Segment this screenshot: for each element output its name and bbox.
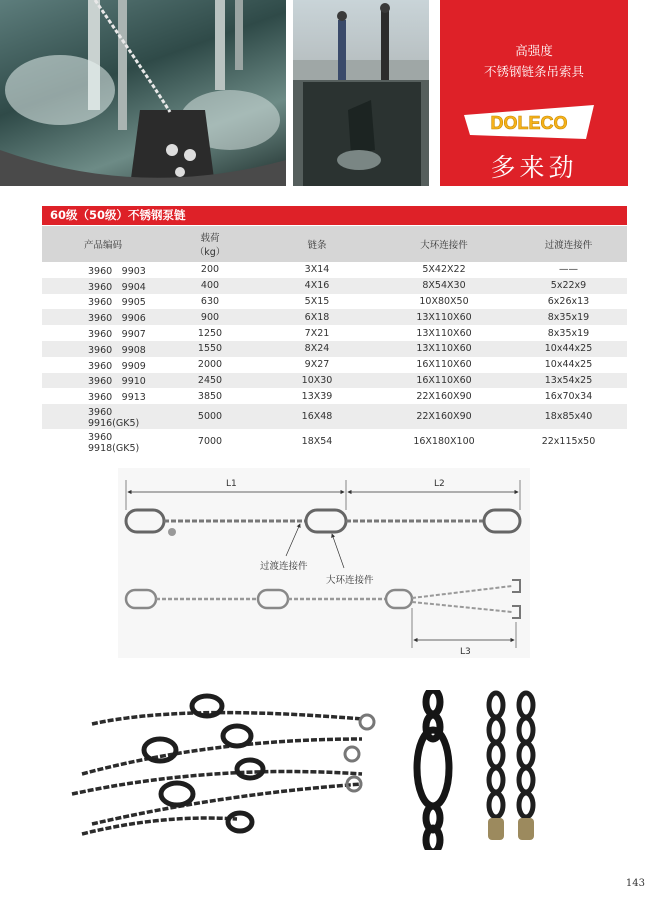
- cell-transition: 10x44x25: [544, 359, 593, 371]
- big-ring-label: 大环连接件: [326, 575, 374, 586]
- cell-code: 3960 9903: [88, 265, 146, 277]
- shackle-1: [512, 580, 520, 592]
- cell-load: 400: [164, 278, 256, 294]
- cell-transition: 10x44x25: [510, 341, 627, 357]
- pump-well-illustration: [293, 0, 429, 186]
- cell-chain: 6X18: [256, 309, 378, 325]
- lower-middle-link: [258, 590, 288, 608]
- brand-tagline-1: 高强度: [515, 43, 553, 58]
- cell-code: 3960 9904: [42, 278, 164, 294]
- table-title: 60级（50级）不锈钢泵链: [42, 206, 627, 225]
- cell-load: 200: [200, 264, 220, 276]
- chain-slings-photo: [62, 684, 382, 844]
- cell-big-ring: 22X160X90: [378, 404, 510, 429]
- pump-chain-spec-table: [42, 226, 627, 454]
- cell-big-ring: 10X80X50: [419, 295, 469, 307]
- col-header-chain: 链条: [256, 226, 378, 262]
- table-row: [42, 357, 627, 373]
- master-link-closeup-photo: [408, 690, 558, 850]
- pump-in-water-illustration: [0, 0, 286, 186]
- lower-ring-link: [386, 590, 412, 608]
- chain-assembly-diagram: [118, 468, 530, 658]
- cell-load: 5000: [164, 404, 256, 429]
- cell-load: 900: [164, 309, 256, 325]
- cell-chain: 13X39: [301, 390, 333, 402]
- transition-label: 过渡连接件: [260, 561, 308, 572]
- cell-transition: 5x22x9: [510, 278, 627, 294]
- cell-load: 1550: [164, 341, 256, 357]
- lower-master-link: [126, 590, 156, 608]
- brand-name-cn: 多来劲: [490, 153, 578, 182]
- cell-transition: 6x26x13: [547, 295, 590, 307]
- dim-l2: L2: [434, 479, 445, 489]
- cell-big-ring: 13X110X60: [378, 309, 510, 325]
- dim-l1: L1: [226, 479, 237, 489]
- table-row: [42, 262, 627, 278]
- cell-chain: 8X24: [256, 341, 378, 357]
- cell-code: 3960 9910: [42, 373, 164, 389]
- cell-code: 3960 9908: [42, 341, 164, 357]
- master-link-right: [484, 510, 520, 532]
- master-link-left: [126, 510, 164, 532]
- cell-chain: 9X27: [304, 359, 330, 371]
- table-header-row: [42, 226, 627, 262]
- cell-big-ring: 16X110X60: [416, 359, 472, 371]
- col-header-big-ring: 大环连接件: [378, 226, 510, 262]
- cell-code: 3960 9916(GK5): [42, 404, 164, 429]
- chain-diagram-svg: [118, 468, 530, 658]
- cell-chain: 4X16: [256, 278, 378, 294]
- cell-code: 3960 9907: [88, 329, 146, 341]
- cell-load: 7000: [197, 436, 223, 448]
- tag: [168, 528, 176, 536]
- cell-chain: 18X54: [301, 436, 333, 448]
- col-header-load-label: 载荷: [200, 233, 220, 244]
- cell-big-ring: 13X110X60: [416, 327, 472, 339]
- cell-transition: 16x70x34: [544, 390, 593, 402]
- cell-code: 3960 9913: [88, 392, 146, 404]
- table-row: [42, 404, 627, 429]
- brand-panel: [440, 0, 628, 186]
- cell-load: 2000: [197, 359, 223, 371]
- cell-big-ring: 16X110X60: [378, 373, 510, 389]
- brand-tagline-2: 不锈钢链条吊索具: [483, 64, 584, 79]
- cell-big-ring: 5X42X22: [422, 264, 466, 276]
- table-row: [42, 309, 627, 325]
- cell-transition: 13x54x25: [510, 373, 627, 389]
- cell-chain: 5X15: [304, 295, 330, 307]
- cell-big-ring: 8X54X30: [378, 278, 510, 294]
- table-row: [42, 278, 627, 294]
- cell-transition: 8x35x19: [510, 309, 627, 325]
- table-row: [42, 294, 627, 310]
- col-header-load: [164, 226, 256, 262]
- col-header-load-unit: （kg）: [194, 247, 226, 258]
- cell-chain: 3X14: [304, 264, 330, 276]
- table-row: [42, 341, 627, 357]
- page-number: 143: [625, 878, 645, 889]
- cell-transition: 22x115x50: [541, 436, 596, 448]
- table-row: [42, 325, 627, 341]
- doleco-logo: [464, 105, 594, 139]
- cell-code: 3960 9906: [42, 309, 164, 325]
- cell-big-ring: 22X160X90: [416, 390, 472, 402]
- cell-transition: 18x85x40: [510, 404, 627, 429]
- pump-well-photo: [293, 0, 429, 186]
- table-row: [42, 429, 627, 454]
- cell-chain: 7X21: [304, 327, 330, 339]
- col-header-code: 产品编码: [42, 226, 164, 262]
- pump-in-water-photo: [0, 0, 286, 186]
- cell-big-ring: 13X110X60: [378, 341, 510, 357]
- cell-transition: 8x35x19: [547, 327, 590, 339]
- cell-transition: ——: [559, 264, 578, 276]
- cell-code: 3960 9909: [88, 360, 146, 372]
- table-row: [42, 388, 627, 404]
- cell-code: 3960 9905: [88, 297, 146, 309]
- table-row: [42, 373, 627, 389]
- cell-chain: 10X30: [256, 373, 378, 389]
- cell-chain: 16X48: [256, 404, 378, 429]
- cell-load: 3850: [197, 390, 223, 402]
- cell-load: 630: [200, 295, 220, 307]
- cell-load: 1250: [197, 327, 223, 339]
- cell-big-ring: 16X180X100: [413, 436, 475, 448]
- big-ring-link: [306, 510, 346, 532]
- cell-load: 2450: [164, 373, 256, 389]
- shackle-2: [512, 606, 520, 618]
- dim-l3: L3: [460, 647, 471, 657]
- cell-code: 3960 9918(GK5): [88, 432, 140, 455]
- logo-text: DOLECO: [490, 113, 568, 133]
- col-header-transition: 过渡连接件: [510, 226, 627, 262]
